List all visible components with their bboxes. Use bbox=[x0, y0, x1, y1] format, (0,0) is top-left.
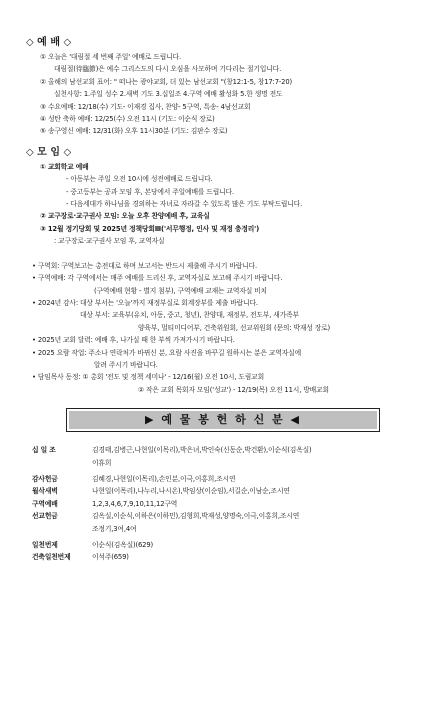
offering-value: 김옥실,이순식,이하은(이하민),김형희,박재성,양명숙,이극,이홍희,조시연 bbox=[92, 512, 300, 521]
offering-row bbox=[26, 551, 410, 563]
meeting-line-3: - 중고등부는 공과 모임 후, 본당에서 주일예배를 드립니다. bbox=[66, 187, 234, 196]
notice-line-6: 양육부, 멀티미디어부, 건축위원회, 선교위원회 (문의: 박재성 장로) bbox=[138, 323, 331, 332]
offering-row bbox=[26, 498, 410, 510]
offering-label: 선교헌금 bbox=[32, 512, 58, 521]
offering-row bbox=[26, 510, 410, 522]
meeting-line-2: - 아동부는 주일 오전 10시에 성전예배로 드립니다. bbox=[66, 175, 213, 184]
meeting-line-4: - 다음세대가 하나님을 경외하는 자녀로 자라갈 수 있도록 많은 기도 부탁드립니다. bbox=[66, 200, 303, 209]
meeting-line-5: ② 교구장로·교구권사 모임: 오늘 오후 찬양예배 후, 교육실 bbox=[40, 212, 210, 221]
offering-value: 이휴희 bbox=[92, 458, 112, 467]
offering-label: 일천번제 bbox=[32, 541, 58, 549]
notice-line-4: • 2024년 감사: 대상 부서는 '오늘'까지 재정부실로 회계장부를 제출 바랍니다. bbox=[32, 298, 258, 307]
worship-title: ◇ 예 배 ◇ bbox=[26, 37, 72, 48]
meeting-line-7: : 교구장로·교구권사 모임 후, 교역자실 bbox=[54, 237, 165, 246]
offering-value: 김혜경,나현일(이목리),손인분,이극,이홍희,조시연 bbox=[92, 474, 236, 483]
offering-row bbox=[26, 473, 410, 485]
meeting-title: ◇ 모 임 ◇ bbox=[26, 146, 72, 158]
notice-line-10: • 담임목사 동정: ① 총회 '전도 및 정책 세미나' - 12/16(월) 오전 10시, 도림교회 bbox=[32, 373, 264, 382]
meeting-section bbox=[26, 146, 410, 248]
offering-row bbox=[26, 539, 410, 551]
worship-line-3: ② 올해의 남선교회 표어: " 떠나는 광야교회, 더 있는 남선교회 "(창12:1-5, 창17:7-20) bbox=[40, 77, 293, 86]
notice-line-8: • 2025 요람 작업: 주소나 연락처가 바뀌신 분, 요람 사진을 바꾸길 원하시는 분은 교역자실에 bbox=[32, 348, 301, 357]
offering-value: 이석주(659) bbox=[92, 553, 129, 562]
offering-label: 십 일 조 bbox=[32, 446, 56, 455]
meeting-line-6: ③ 12월 정기당회 및 2025년 정책당회Ⅲ('서무행정, 인사 및 재정 충정리') bbox=[40, 224, 260, 233]
offering-value: 나현일(이목리),나누리,나시온),박임상(이순임),서길순,이남순,조시연 bbox=[92, 487, 290, 496]
offering-label bbox=[26, 457, 92, 469]
worship-line-5: ③ 수요예배: 12/18(수) 기도- 이재경 집사, 찬양- 5구역, 특송- 4남선교회 bbox=[40, 102, 251, 111]
notice-line-9: 알려 주시기 바랍니다. bbox=[94, 360, 158, 369]
offering-label: 건축일천번제 bbox=[32, 553, 71, 562]
notice-line-5: 대상 부서: 교육부(유치, 아동, 중고, 청년), 찬양대, 재정부, 전도부, 새가족부 bbox=[80, 311, 299, 320]
worship-line-2: 대림절(待臨節)은 예수 그리스도의 다시 오심을 사모하며 기다리는 절기입니다. bbox=[54, 65, 282, 74]
worship-section bbox=[26, 36, 410, 138]
notices-section bbox=[26, 260, 410, 396]
offering-value: 조정기,3여,4여 bbox=[92, 524, 137, 533]
offering-banner: ▶ 예 물 봉 헌 하 신 분 ◀ bbox=[69, 411, 377, 429]
offering-row bbox=[26, 523, 410, 535]
worship-line-4: 실천사항: 1.주일 성수 2.새벽 기도 3.십일조 4.구역 예배 활성화 5.한 생명 전도 bbox=[54, 90, 283, 99]
meeting-line-1: ① 교회학교 예배 bbox=[40, 162, 89, 171]
offering-value: 이순식(김옥실)(629) bbox=[92, 541, 154, 549]
worship-line-6: ④ 성탄 축하 예배: 12/25(수) 오전 11시 (기도: 이순식 장로) bbox=[40, 115, 215, 124]
offering-value: 김경태,김병근,나현일(이목리),박은녀,박인숙(신동순,박건환),이순식(김옥실) bbox=[92, 446, 312, 455]
notice-line-11: ② 작은 교회 목회자 모임('성교') - 12/19(목) 오전 11시, 방배교회 bbox=[138, 385, 329, 394]
offering-row bbox=[26, 485, 410, 497]
notice-line-3: (구역예배 현황 - 별지 첨부), 구역예배 교재는 교역자실 비치 bbox=[94, 286, 267, 295]
notice-line-7: • 2025년 교회 달력: 예배 후, 나가실 때 한 부씩 가져가시기 바랍니다. bbox=[32, 336, 235, 345]
offering-label: 감사헌금 bbox=[32, 474, 58, 483]
offering-value: 1,2,3,4,6,7,9,10,11,12구역 bbox=[92, 499, 178, 508]
notice-line-1: • 구역회: 구역보고는 총전대로 하며 보고서는 반드시 제출해 주시기 바랍니다. bbox=[32, 261, 257, 270]
notice-line-2: • 구역예배: 각 구역에서는 매주 예배를 드리신 후, 교역자실로 보고해 주시기 바랍니다. bbox=[32, 274, 283, 283]
worship-line-7: ⑤ 송구영신 예배: 12/31(화) 오후 11시30분 (기도: 김판수 장로) bbox=[40, 127, 228, 136]
worship-line-1: ① 오늘은 '대림절 세 번째 주일' 예배로 드립니다. bbox=[40, 53, 181, 61]
offering-banner-frame bbox=[66, 408, 380, 432]
offering-list bbox=[26, 444, 410, 564]
offering-label: 월삭새벽 bbox=[32, 487, 58, 496]
offering-row bbox=[26, 444, 410, 456]
offering-label bbox=[26, 523, 92, 535]
offering-label: 구역예배 bbox=[32, 499, 58, 508]
offering-row bbox=[26, 457, 410, 469]
